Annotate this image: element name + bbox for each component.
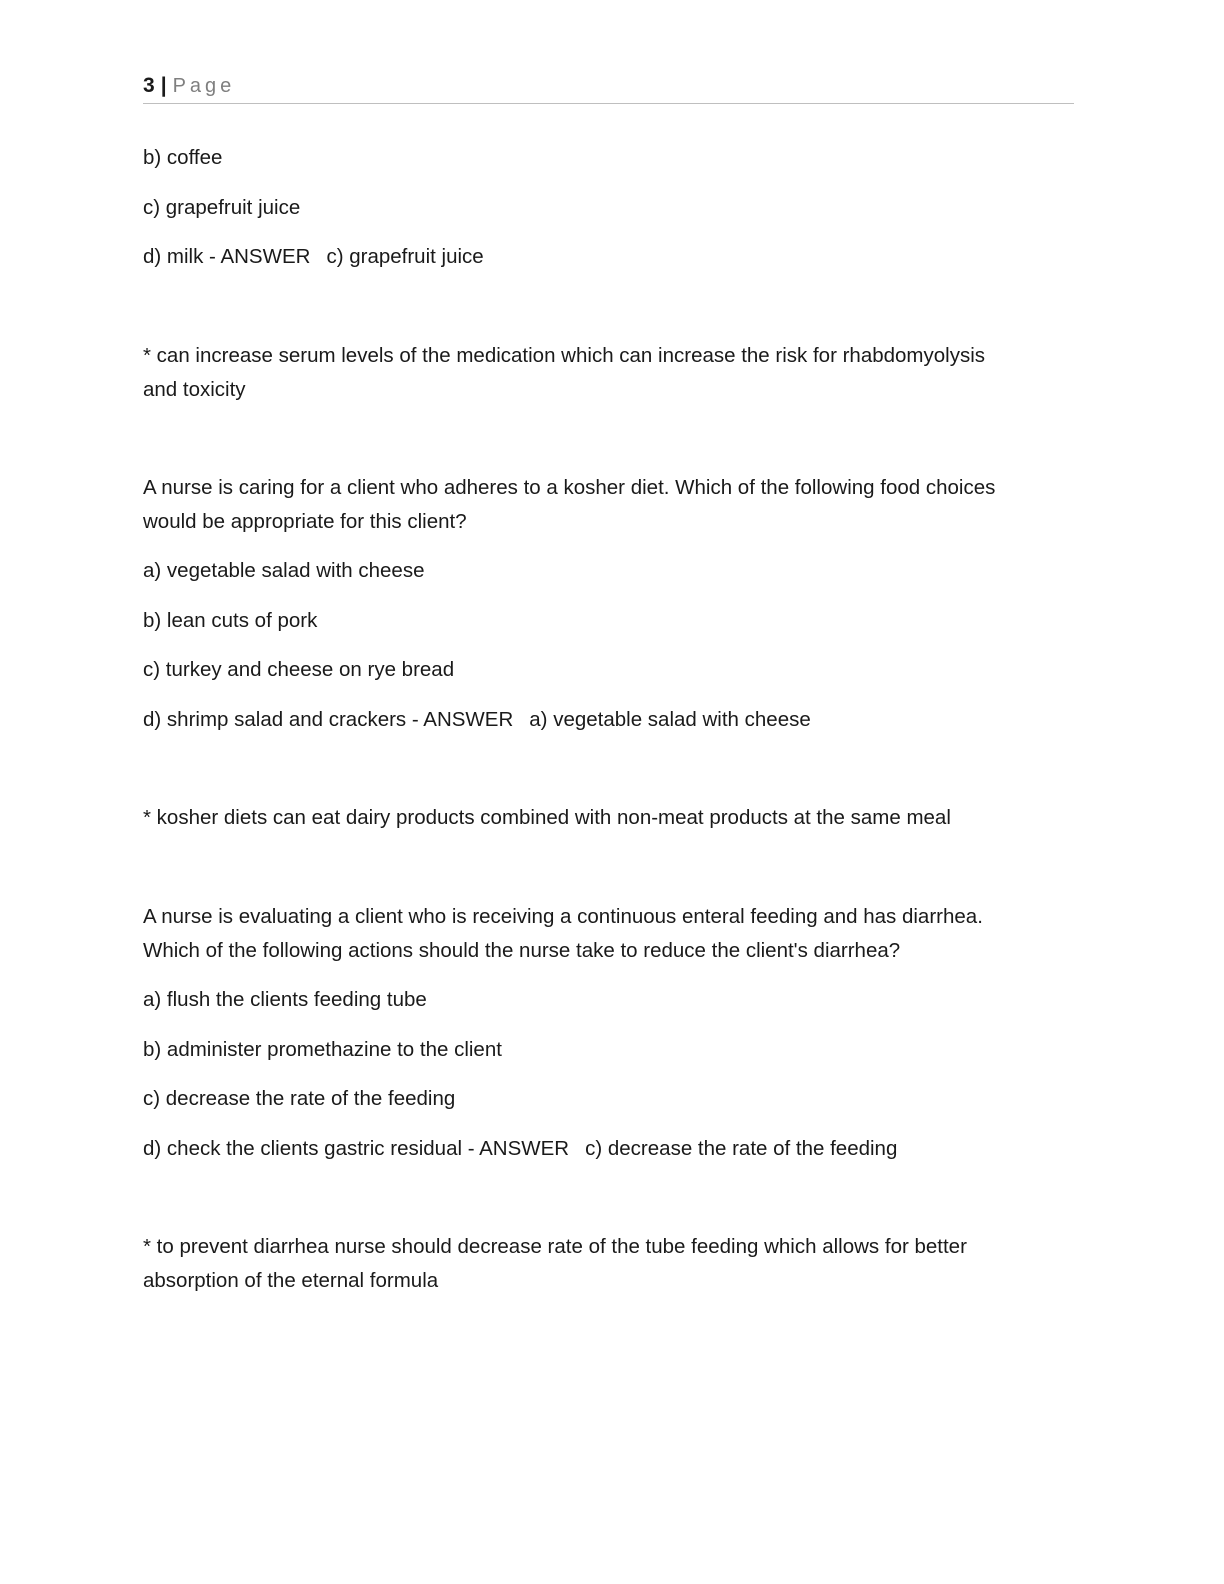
q2-option-c: c) turkey and cheese on rye bread — [143, 658, 455, 681]
q3-rationale-line2: absorption of the eternal formula — [143, 1269, 439, 1292]
q3-answer: c) decrease the rate of the feeding — [585, 1137, 898, 1160]
q1-option-d: d) milk - ANSWER — [143, 245, 311, 268]
q2-stem-line2: would be appropriate for this client? — [143, 510, 467, 533]
q3-stem-line2: Which of the following actions should the nurse take to reduce the client's diarrhea? — [143, 939, 901, 962]
q2-answer: a) vegetable salad with cheese — [529, 708, 811, 731]
page-separator: | — [160, 74, 167, 97]
q1-rationale-line1: * can increase serum levels of the medication which can increase the risk for rhabdomyolysis — [143, 344, 986, 367]
q2-option-d-answer — [143, 703, 1063, 737]
page-number: 3 — [143, 74, 155, 97]
q1-rationale-line2: and toxicity — [143, 378, 246, 401]
q3-rationale-line1: * to prevent diarrhea nurse should decrease rate of the tube feeding which allows for better — [143, 1235, 967, 1258]
page-header — [143, 72, 1074, 104]
q2-option-b: b) lean cuts of pork — [143, 609, 318, 632]
q2-option-d: d) shrimp salad and crackers - ANSWER — [143, 708, 514, 731]
page-word: Page — [172, 75, 236, 97]
q3-option-b: b) administer promethazine to the client — [143, 1038, 502, 1061]
q3-option-c: c) decrease the rate of the feeding — [143, 1087, 456, 1110]
q1-option-c: c) grapefruit juice — [143, 196, 301, 219]
q3-option-a: a) flush the clients feeding tube — [143, 988, 427, 1011]
q3-option-d-answer — [143, 1132, 1063, 1166]
q3-option-d: d) check the clients gastric residual - ANSWER — [143, 1137, 570, 1160]
q1-option-b: b) coffee — [143, 146, 223, 169]
q3-stem-line1: A nurse is evaluating a client who is receiving a continuous enteral feeding and has diarrhea. — [143, 905, 983, 928]
q1-answer: c) grapefruit juice — [326, 245, 484, 268]
q2-option-a: a) vegetable salad with cheese — [143, 559, 425, 582]
q2-rationale: * kosher diets can eat dairy products combined with non-meat products at the same meal — [143, 806, 951, 829]
q1-option-d-answer — [143, 240, 1063, 274]
q2-stem-line1: A nurse is caring for a client who adheres to a kosher diet. Which of the following food choices — [143, 476, 996, 499]
